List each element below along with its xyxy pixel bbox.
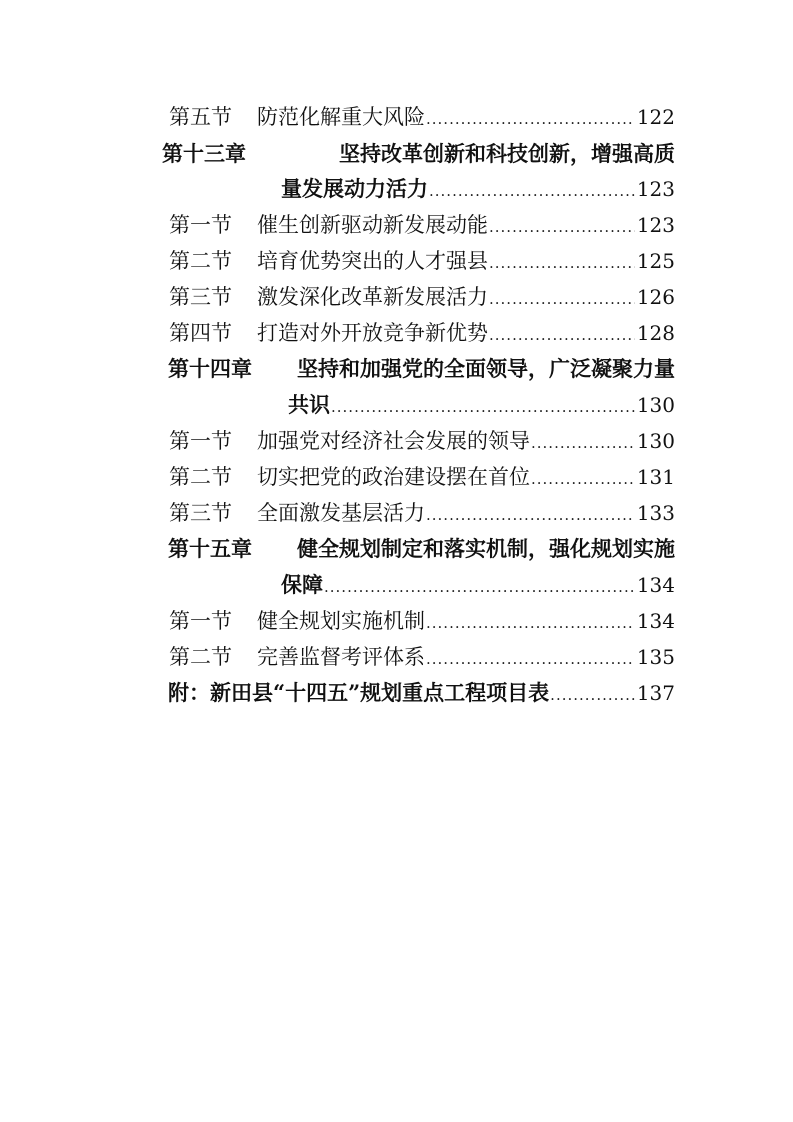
section-title: 防范化解重大风险 (257, 105, 425, 129)
dot-leader (331, 389, 635, 425)
section-number: 第一节 (169, 609, 232, 633)
chapter-title-line1: 健全规划制定和落实机制，强化规划实施 (297, 536, 675, 561)
dot-leader (426, 641, 635, 677)
toc-entry-chapter[interactable] (162, 136, 675, 172)
toc-entry-appendix[interactable] (168, 675, 675, 711)
dot-leader (489, 281, 635, 317)
toc-entry-chapter-continuation[interactable] (281, 567, 675, 603)
page-number: 134 (636, 609, 675, 633)
chapter-title-line2: 保障 (281, 572, 323, 597)
section-title: 催生创新驱动新发展动能 (257, 213, 488, 237)
toc-entry-chapter[interactable] (168, 351, 675, 387)
dot-leader (550, 677, 635, 713)
chapter-number: 第十四章 (168, 356, 252, 381)
dot-leader (489, 317, 635, 353)
dot-leader (429, 173, 635, 209)
toc-entry-section[interactable] (169, 315, 675, 351)
section-number: 第二节 (169, 249, 232, 273)
chapter-number: 第十五章 (168, 536, 252, 561)
section-number: 第三节 (169, 501, 232, 525)
page-number: 134 (636, 573, 675, 597)
section-number: 第二节 (169, 465, 232, 489)
dot-leader (324, 569, 635, 605)
page-number: 137 (636, 681, 675, 705)
dot-leader (489, 209, 635, 245)
dot-leader (531, 461, 635, 497)
toc-entry-chapter-continuation[interactable] (288, 387, 675, 423)
section-title: 健全规划实施机制 (257, 609, 425, 633)
page-number: 123 (636, 177, 675, 201)
toc-entry-section[interactable] (169, 99, 675, 135)
page-number: 133 (636, 501, 675, 525)
page-number: 128 (636, 321, 675, 345)
chapter-title-line2: 共识 (288, 392, 330, 417)
chapter-title-line2: 量发展动力活力 (281, 176, 428, 201)
page-number: 122 (636, 105, 675, 129)
section-title: 切实把党的政治建设摆在首位 (257, 465, 530, 489)
page-number: 131 (636, 465, 675, 489)
dot-leader (531, 425, 635, 461)
section-title: 完善监督考评体系 (257, 645, 425, 669)
toc-entry-section[interactable] (169, 495, 675, 531)
chapter-title-line1: 坚持和加强党的全面领导，广泛凝聚力量 (297, 356, 675, 381)
toc-entry-section[interactable] (169, 603, 675, 639)
section-title: 打造对外开放竞争新优势 (257, 321, 488, 345)
appendix-title: 附：新田县“十四五”规划重点工程项目表 (168, 680, 550, 705)
page-number: 123 (636, 213, 675, 237)
section-number: 第一节 (169, 213, 232, 237)
toc-entry-section[interactable] (169, 243, 675, 279)
section-number: 第一节 (169, 429, 232, 453)
page-number: 135 (636, 645, 675, 669)
toc-entry-chapter[interactable] (168, 531, 675, 567)
dot-leader (426, 497, 635, 533)
dot-leader (489, 245, 635, 281)
toc-entry-section[interactable] (169, 207, 675, 243)
chapter-number: 第十三章 (162, 141, 246, 166)
section-number: 第三节 (169, 285, 232, 309)
toc-entry-chapter-continuation[interactable] (281, 171, 675, 207)
section-title: 培育优势突出的人才强县 (257, 249, 488, 273)
section-number: 第五节 (169, 105, 232, 129)
dot-leader (426, 101, 635, 137)
toc-entry-section[interactable] (169, 459, 675, 495)
section-title: 激发深化改革新发展活力 (257, 285, 488, 309)
dot-leader (426, 605, 635, 641)
toc-entry-section[interactable] (169, 639, 675, 675)
page-number: 125 (636, 249, 675, 273)
page-number: 126 (636, 285, 675, 309)
section-title: 全面激发基层活力 (257, 501, 425, 525)
section-number: 第二节 (169, 645, 232, 669)
section-title: 加强党对经济社会发展的领导 (257, 429, 530, 453)
chapter-title-line1: 坚持改革创新和科技创新，增强高质 (339, 141, 675, 166)
section-number: 第四节 (169, 321, 232, 345)
page-number: 130 (636, 393, 675, 417)
toc-entry-section[interactable] (169, 279, 675, 315)
toc-entry-section[interactable] (169, 423, 675, 459)
page-number: 130 (636, 429, 675, 453)
